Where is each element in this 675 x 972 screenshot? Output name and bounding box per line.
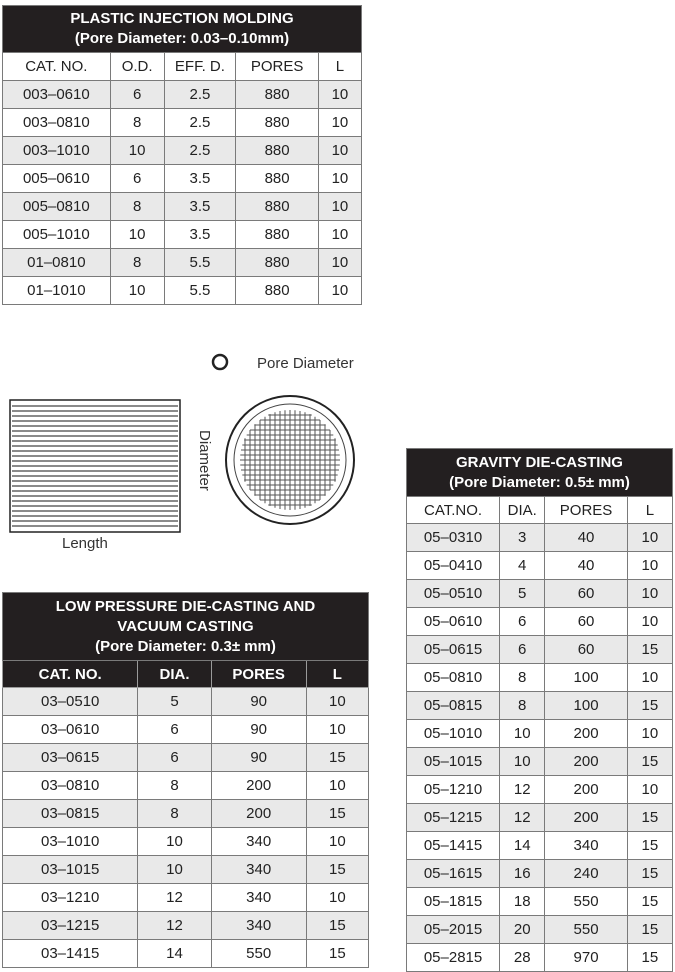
table-cell: 01–1010	[3, 277, 111, 305]
column-header: CAT. NO.	[3, 661, 138, 688]
table-cell: 05–1210	[407, 776, 500, 804]
plastic-table-subtitle: (Pore Diameter: 0.03–0.10mm)	[74, 30, 290, 47]
table-cell: 200	[545, 804, 627, 832]
table-row	[3, 912, 369, 940]
table-row	[407, 832, 673, 860]
table-cell: 15	[306, 744, 368, 772]
table-cell: 005–0610	[3, 165, 111, 193]
table-cell: 340	[211, 856, 306, 884]
table-cell: 10	[627, 580, 672, 608]
table-cell: 8	[110, 109, 164, 137]
table-row	[3, 277, 362, 305]
pore-diagram	[0, 340, 400, 570]
table-cell: 05–0810	[407, 664, 500, 692]
table-cell: 240	[545, 860, 627, 888]
table-cell: 340	[545, 832, 627, 860]
table-cell: 2.5	[164, 109, 236, 137]
table-cell: 14	[500, 832, 545, 860]
plastic-table-title: PLASTIC INJECTION MOLDING	[70, 10, 294, 27]
table-cell: 10	[306, 716, 368, 744]
table-cell: 03–0815	[3, 800, 138, 828]
table-cell: 880	[236, 165, 319, 193]
table-cell: 10	[318, 81, 361, 109]
table-cell: 5.5	[164, 249, 236, 277]
table-cell: 10	[110, 277, 164, 305]
table-cell: 10	[627, 524, 672, 552]
table-cell: 10	[306, 772, 368, 800]
table-cell: 90	[211, 688, 306, 716]
table-row	[407, 552, 673, 580]
table-cell: 10	[627, 776, 672, 804]
table-cell: 05–2015	[407, 916, 500, 944]
table-cell: 8	[110, 249, 164, 277]
table-cell: 15	[627, 692, 672, 720]
table-cell: 90	[211, 744, 306, 772]
table-row	[3, 81, 362, 109]
table-cell: 2.5	[164, 137, 236, 165]
column-header: L	[318, 53, 361, 81]
table-cell: 60	[545, 580, 627, 608]
table-row	[3, 688, 369, 716]
table-cell: 200	[545, 720, 627, 748]
table-row	[407, 748, 673, 776]
table-cell: 6	[138, 716, 211, 744]
table-cell: 3	[500, 524, 545, 552]
table-cell: 03–1215	[3, 912, 138, 940]
table-cell: 100	[545, 664, 627, 692]
table-cell: 03–1010	[3, 828, 138, 856]
table-cell: 10	[306, 884, 368, 912]
table-cell: 05–0815	[407, 692, 500, 720]
table-row	[407, 608, 673, 636]
column-header: EFF. D.	[164, 53, 236, 81]
plastic-table-header	[3, 6, 362, 53]
table-cell: 880	[236, 81, 319, 109]
table-cell: 5	[138, 688, 211, 716]
table-cell: 10	[306, 688, 368, 716]
table-row	[407, 776, 673, 804]
table-cell: 15	[627, 804, 672, 832]
table-row	[407, 692, 673, 720]
table-cell: 3.5	[164, 221, 236, 249]
table-cell: 880	[236, 193, 319, 221]
table-cell: 15	[627, 748, 672, 776]
table-cell: 05–0410	[407, 552, 500, 580]
table-cell: 003–1010	[3, 137, 111, 165]
table-cell: 340	[211, 912, 306, 940]
table-cell: 8	[138, 800, 211, 828]
table-row	[3, 940, 369, 968]
table-cell: 12	[500, 776, 545, 804]
table-cell: 14	[138, 940, 211, 968]
table-cell: 340	[211, 884, 306, 912]
length-label: Length	[62, 535, 108, 552]
table-cell: 03–1210	[3, 884, 138, 912]
table-cell: 03–0615	[3, 744, 138, 772]
table-cell: 05–0310	[407, 524, 500, 552]
table-cell: 200	[545, 748, 627, 776]
table-cell: 880	[236, 277, 319, 305]
column-header: L	[627, 497, 672, 524]
table-cell: 05–1815	[407, 888, 500, 916]
table-cell: 18	[500, 888, 545, 916]
table-cell: 15	[306, 940, 368, 968]
column-header: PORES	[236, 53, 319, 81]
table-cell: 05–1415	[407, 832, 500, 860]
table-cell: 10	[318, 249, 361, 277]
table-cell: 15	[627, 888, 672, 916]
pore-diameter-icon	[213, 355, 227, 369]
table-cell: 880	[236, 109, 319, 137]
table-cell: 28	[500, 944, 545, 972]
table-cell: 16	[500, 860, 545, 888]
table-cell: 6	[500, 636, 545, 664]
table-cell: 880	[236, 249, 319, 277]
table-row	[3, 221, 362, 249]
table-cell: 2.5	[164, 81, 236, 109]
diameter-label: Diameter	[196, 430, 213, 491]
low-pressure-table-header	[3, 593, 369, 661]
table-cell: 6	[500, 608, 545, 636]
column-header: CAT.NO.	[407, 497, 500, 524]
table-row	[3, 137, 362, 165]
table-cell: 880	[236, 221, 319, 249]
column-header: PORES	[545, 497, 627, 524]
table-cell: 05–1010	[407, 720, 500, 748]
table-row	[3, 109, 362, 137]
table-cell: 10	[138, 828, 211, 856]
table-cell: 003–0610	[3, 81, 111, 109]
table-cell: 12	[500, 804, 545, 832]
table-row	[3, 856, 369, 884]
table-cell: 5.5	[164, 277, 236, 305]
table-cell: 10	[500, 720, 545, 748]
gravity-table-body	[407, 524, 673, 972]
table-cell: 550	[211, 940, 306, 968]
table-cell: 6	[138, 744, 211, 772]
table-cell: 10	[318, 193, 361, 221]
column-header: PORES	[211, 661, 306, 688]
table-row	[407, 888, 673, 916]
low-pressure-table-body	[3, 688, 369, 968]
table-cell: 970	[545, 944, 627, 972]
table-cell: 03–1415	[3, 940, 138, 968]
table-row	[407, 664, 673, 692]
table-row	[407, 636, 673, 664]
low-pressure-table	[2, 592, 369, 968]
table-cell: 200	[211, 800, 306, 828]
table-cell: 10	[500, 748, 545, 776]
table-row	[407, 524, 673, 552]
table-cell: 05–2815	[407, 944, 500, 972]
table-row	[407, 860, 673, 888]
table-cell: 15	[306, 800, 368, 828]
plastic-injection-table	[2, 5, 362, 305]
table-cell: 8	[500, 664, 545, 692]
gravity-table	[406, 448, 673, 972]
table-row	[3, 716, 369, 744]
table-cell: 10	[318, 221, 361, 249]
table-cell: 40	[545, 552, 627, 580]
table-cell: 3.5	[164, 165, 236, 193]
table-cell: 10	[627, 720, 672, 748]
table-cell: 6	[110, 81, 164, 109]
table-cell: 01–0810	[3, 249, 111, 277]
table-cell: 8	[138, 772, 211, 800]
table-row	[3, 193, 362, 221]
table-row	[407, 804, 673, 832]
table-cell: 20	[500, 916, 545, 944]
column-header: O.D.	[110, 53, 164, 81]
table-cell: 550	[545, 916, 627, 944]
low-pressure-subtitle: (Pore Diameter: 0.3± mm)	[95, 637, 276, 655]
table-cell: 200	[211, 772, 306, 800]
table-cell: 3.5	[164, 193, 236, 221]
table-row	[407, 944, 673, 972]
table-cell: 15	[627, 916, 672, 944]
table-cell: 15	[306, 856, 368, 884]
table-cell: 8	[500, 692, 545, 720]
table-cell: 15	[627, 832, 672, 860]
table-row	[3, 772, 369, 800]
plastic-table-body	[3, 81, 362, 305]
table-cell: 200	[545, 776, 627, 804]
low-pressure-title-line2: VACUUM CASTING	[117, 617, 254, 635]
pore-diameter-legend: Pore Diameter	[257, 355, 354, 372]
table-cell: 10	[110, 137, 164, 165]
table-cell: 10	[318, 165, 361, 193]
table-cell: 10	[627, 608, 672, 636]
length-view-icon	[10, 400, 180, 532]
column-header: L	[306, 661, 368, 688]
table-cell: 10	[318, 109, 361, 137]
column-header: DIA.	[138, 661, 211, 688]
table-cell: 60	[545, 636, 627, 664]
gravity-table-header	[407, 449, 673, 497]
table-cell: 880	[236, 137, 319, 165]
table-cell: 05–1215	[407, 804, 500, 832]
table-cell: 15	[627, 636, 672, 664]
table-cell: 10	[627, 552, 672, 580]
table-cell: 40	[545, 524, 627, 552]
table-cell: 12	[138, 884, 211, 912]
table-cell: 10	[306, 828, 368, 856]
table-cell: 10	[627, 664, 672, 692]
column-header: DIA.	[500, 497, 545, 524]
table-row	[3, 165, 362, 193]
table-cell: 10	[318, 277, 361, 305]
column-header: CAT. NO.	[3, 53, 111, 81]
table-cell: 340	[211, 828, 306, 856]
table-cell: 05–1015	[407, 748, 500, 776]
table-cell: 60	[545, 608, 627, 636]
cross-section-icon	[226, 396, 354, 524]
table-cell: 5	[500, 580, 545, 608]
gravity-table-title: GRAVITY DIE-CASTING	[456, 453, 623, 471]
table-cell: 90	[211, 716, 306, 744]
table-row	[3, 800, 369, 828]
table-row	[3, 744, 369, 772]
table-row	[3, 828, 369, 856]
table-row	[3, 249, 362, 277]
table-cell: 10	[110, 221, 164, 249]
table-cell: 03–0810	[3, 772, 138, 800]
table-cell: 12	[138, 912, 211, 940]
table-cell: 005–0810	[3, 193, 111, 221]
table-row	[3, 884, 369, 912]
table-cell: 003–0810	[3, 109, 111, 137]
gravity-table-subtitle: (Pore Diameter: 0.5± mm)	[449, 473, 630, 491]
table-cell: 05–0510	[407, 580, 500, 608]
table-cell: 15	[627, 944, 672, 972]
table-cell: 100	[545, 692, 627, 720]
table-cell: 6	[110, 165, 164, 193]
table-cell: 03–0510	[3, 688, 138, 716]
table-cell: 10	[138, 856, 211, 884]
table-cell: 03–0610	[3, 716, 138, 744]
table-cell: 05–0610	[407, 608, 500, 636]
table-cell: 05–1615	[407, 860, 500, 888]
table-row	[407, 916, 673, 944]
table-cell: 05–0615	[407, 636, 500, 664]
table-row	[407, 580, 673, 608]
table-cell: 10	[318, 137, 361, 165]
table-cell: 550	[545, 888, 627, 916]
table-cell: 4	[500, 552, 545, 580]
low-pressure-title-line1: LOW PRESSURE DIE-CASTING AND	[55, 597, 316, 615]
table-cell: 15	[306, 912, 368, 940]
table-cell: 03–1015	[3, 856, 138, 884]
table-cell: 005–1010	[3, 221, 111, 249]
table-cell: 15	[627, 860, 672, 888]
table-row	[407, 720, 673, 748]
table-cell: 8	[110, 193, 164, 221]
